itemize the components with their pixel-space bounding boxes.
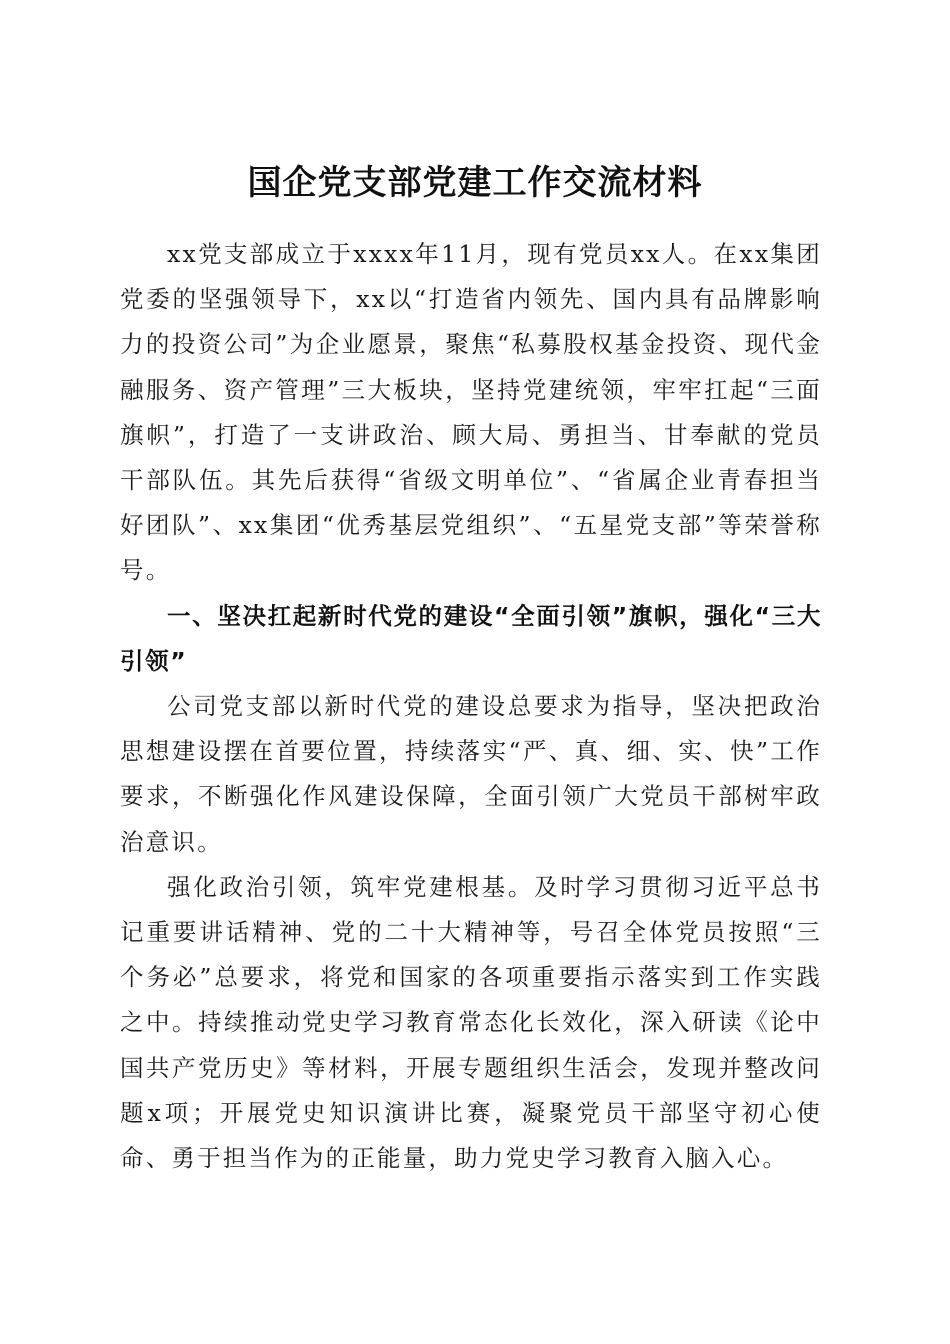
document-body xyxy=(120,232,822,1181)
document-title: 国企党支部党建工作交流材料 xyxy=(247,162,703,203)
section-1-political-paragraph: 强化政治引领，筑牢党建根基。及时学习贯彻习近平总书记重要讲话精神、党的二十大精神等，号召全体党员按照“三个务必”总要求，将党和国家的各项重要指示落实到工作实践之中。持续推动党史学习教育常态化长效化，深入研读《论中国共产党历史》等材料，开展专题组织生活会，发现并整改问题x项；开展党史知识演讲比赛，凝聚党员干部坚守初心使命、勇于担当作为的正能量，助力党史学习教育入脑入心。 xyxy=(120,872,822,1173)
section-heading-1: 一、坚决扛起新时代党的建设“全面引领”旗帜，强化“三大引领” xyxy=(120,601,822,675)
intro-paragraph: xx党支部成立于xxxx年11月，现有党员xx人。在xx集团党委的坚强领导下，xx以“打造省内领先、国内具有品牌影响力的投资公司”为企业愿景，聚焦“私募股权基金投资、现代金融服务、资产管理”三大板块，坚持党建统领，牢牢扛起“三面旗帜”，打造了一支讲政治、顾大局、勇担当、甘奉献的党员干部队伍。其先后获得“省级文明单位”、“省属企业青春担当好团队”、xx集团“优秀基层党组织”、“五星党支部”等荣誉称号。 xyxy=(120,240,822,585)
section-1-intro-paragraph: 公司党支部以新时代党的建设总要求为指导，坚决把政治思想建设摆在首要位置，持续落实“严、真、细、实、快”工作要求，不断强化作风建设保障，全面引领广大党员干部树牢政治意识。 xyxy=(120,692,822,856)
